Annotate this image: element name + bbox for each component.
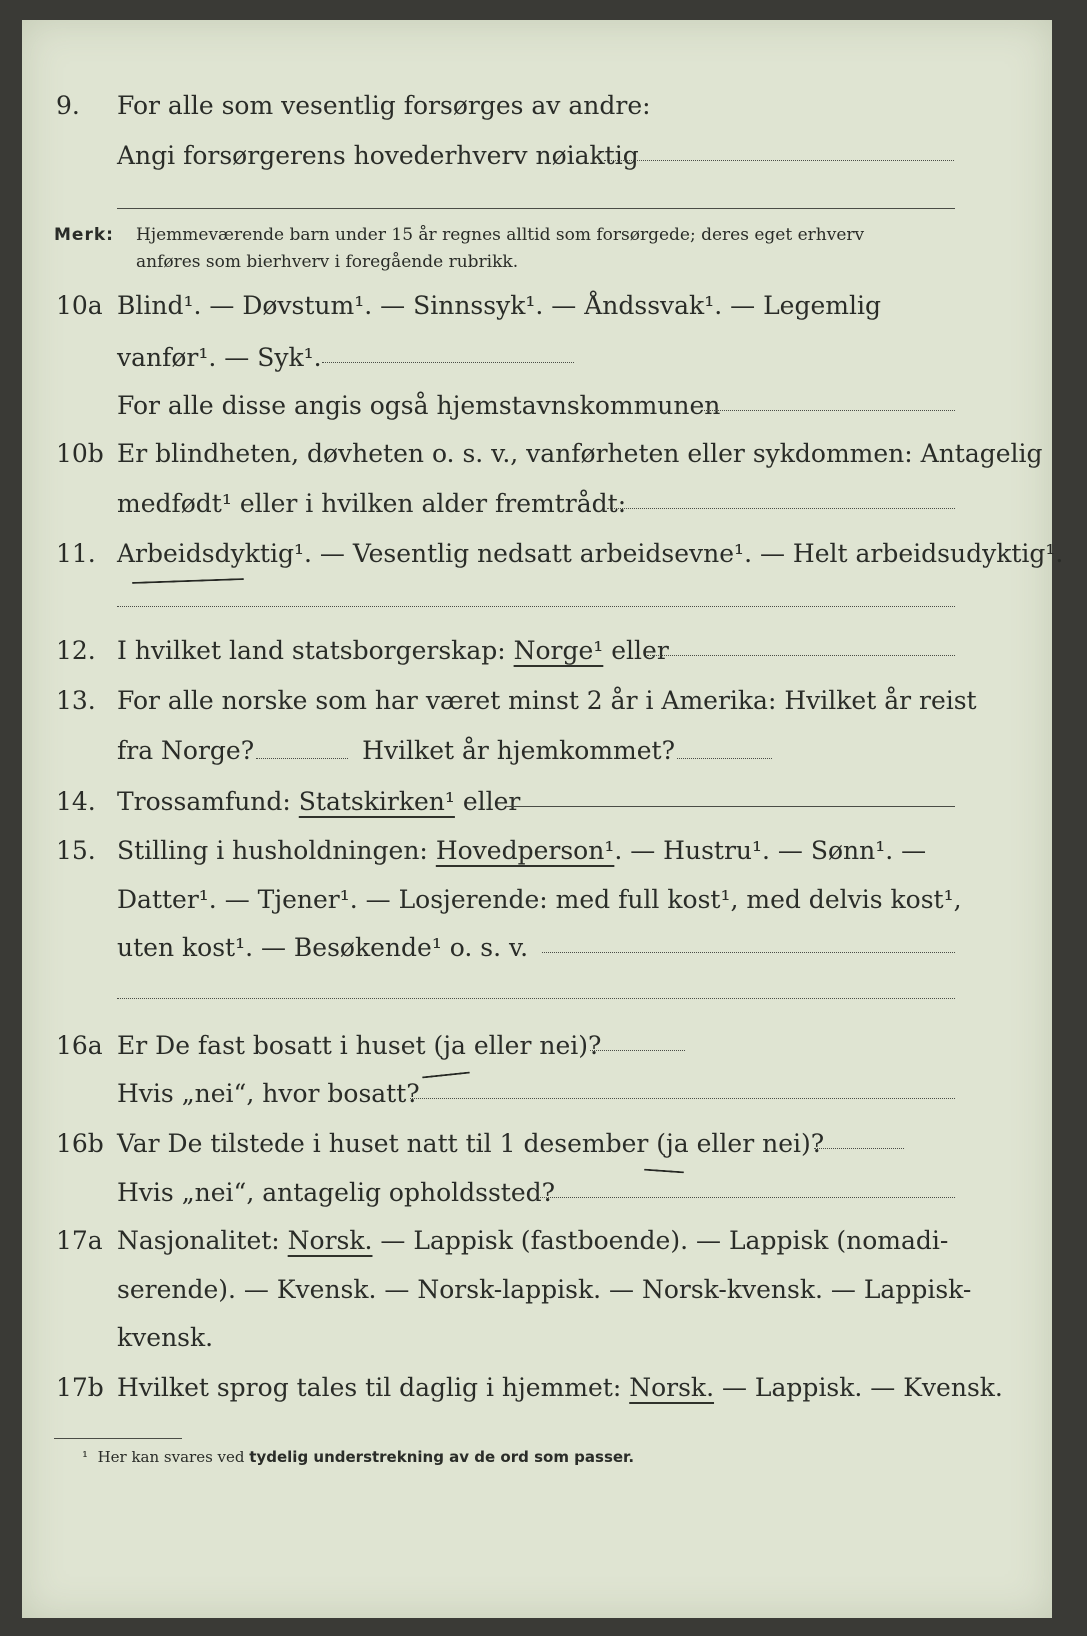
question-text: medfødt¹ eller i hvilken alder fremtrådt: xyxy=(117,489,627,518)
footnote-rule xyxy=(54,1438,182,1439)
question-text: Hvis „nei“, antagelig opholdssted? xyxy=(117,1178,556,1207)
question-text: Stilling i husholdningen: Hovedperson¹. — Hustru¹. — Sønn¹. — xyxy=(117,836,927,865)
question-text: Er De fast bosatt i huset (ja eller nei)? xyxy=(117,1031,602,1060)
question-text: Trossamfund: Statskirken¹ eller xyxy=(117,787,521,816)
answer-line[interactable] xyxy=(607,508,955,509)
answer-line[interactable] xyxy=(590,1050,685,1051)
answer-line[interactable] xyxy=(117,998,955,999)
answer-line[interactable] xyxy=(647,655,955,656)
census-form-page xyxy=(22,20,1064,1618)
question-text: For alle disse angis også hjemstavnskommunen xyxy=(117,391,721,420)
answer-line[interactable] xyxy=(702,410,955,411)
question-text: fra Norge? Hvilket år hjemkommet? xyxy=(117,735,772,767)
question-text: Er blindheten, døvheten o. s. v., vanførheten eller sykdommen: Antagelig xyxy=(117,439,1043,468)
question-text: Hvilket sprog tales til daglig i hjemmet: Norsk. — Lappisk. — Kvensk. xyxy=(117,1373,1003,1402)
question-text: Hvis „nei“, hvor bosatt? xyxy=(117,1079,420,1108)
question-text: Nasjonalitet: Norsk. — Lappisk (fastboende). — Lappisk (nomadi- xyxy=(117,1226,949,1255)
underlined-answer: Norsk. xyxy=(629,1373,715,1402)
question-number: 9. xyxy=(56,91,80,120)
question-text: Arbeidsdyktig¹. — Vesentlig nedsatt arbeidsevne¹. — Helt arbeidsudyktig¹. xyxy=(117,539,1064,568)
question-number: 16a xyxy=(56,1031,103,1060)
question-number: 17b xyxy=(56,1373,104,1402)
pen-underline xyxy=(644,1169,684,1174)
note-merk xyxy=(54,222,982,249)
question-number: 17a xyxy=(56,1226,103,1255)
underlined-answer: Hovedperson¹ xyxy=(435,836,615,865)
underlined-answer: Norsk. xyxy=(287,1226,373,1255)
question-text: For alle som vesentlig forsørges av andre: xyxy=(117,91,651,120)
question-number: 10a xyxy=(56,291,103,320)
question-number: 13. xyxy=(56,686,96,715)
question-text: kvensk. xyxy=(117,1323,214,1352)
underlined-answer: Norge¹ xyxy=(513,636,604,665)
answer-line[interactable] xyxy=(117,606,955,607)
question-text: Angi forsørgerens hovederhverv nøiaktig xyxy=(117,141,639,170)
answer-line[interactable] xyxy=(540,1197,955,1198)
answer-line[interactable] xyxy=(542,952,955,953)
answer-line[interactable] xyxy=(117,208,955,209)
pen-underline xyxy=(132,578,244,584)
note-text: anføres som bierhverv i foregående rubrikk. xyxy=(136,252,519,272)
question-text: I hvilket land statsborgerskap: Norge¹ eller xyxy=(117,636,669,665)
note-label: Merk: xyxy=(54,225,114,245)
answer-line[interactable] xyxy=(322,362,574,363)
question-text: uten kost¹. — Besøkende¹ o. s. v. xyxy=(117,933,529,962)
note-text: Hjemmeværende barn under 15 år regnes alltid som forsørgede; deres eget erhverv xyxy=(136,225,865,245)
footnote: ¹ Her kan svares ved tydelig understrekning av de ord som passer. xyxy=(82,1448,635,1466)
question-number: 15. xyxy=(56,836,96,865)
question-text: Datter¹. — Tjener¹. — Losjerende: med full kost¹, med delvis kost¹, xyxy=(117,885,962,914)
question-text: vanfør¹. — Syk¹. xyxy=(117,343,322,372)
answer-line[interactable] xyxy=(604,160,954,161)
question-number: 14. xyxy=(56,787,96,816)
question-number: 10b xyxy=(56,439,104,468)
underlined-answer: Statskirken¹ xyxy=(298,787,455,816)
question-text: serende). — Kvensk. — Norsk-lappisk. — Norsk-kvensk. — Lappisk- xyxy=(117,1275,972,1304)
question-text: Blind¹. — Døvstum¹. — Sinnssyk¹. — Åndssvak¹. — Legemlig xyxy=(117,291,881,320)
question-text: Var De tilstede i huset natt til 1 desember (ja eller nei)? xyxy=(117,1129,825,1158)
question-number: 12. xyxy=(56,636,96,665)
answer-line[interactable] xyxy=(507,806,955,807)
answer-line[interactable] xyxy=(814,1148,904,1149)
question-number: 16b xyxy=(56,1129,104,1158)
question-number: 11. xyxy=(56,539,96,568)
pen-underline xyxy=(422,1071,470,1078)
question-text: For alle norske som har været minst 2 år i Amerika: Hvilket år reist xyxy=(117,686,977,715)
answer-line[interactable] xyxy=(410,1098,955,1099)
